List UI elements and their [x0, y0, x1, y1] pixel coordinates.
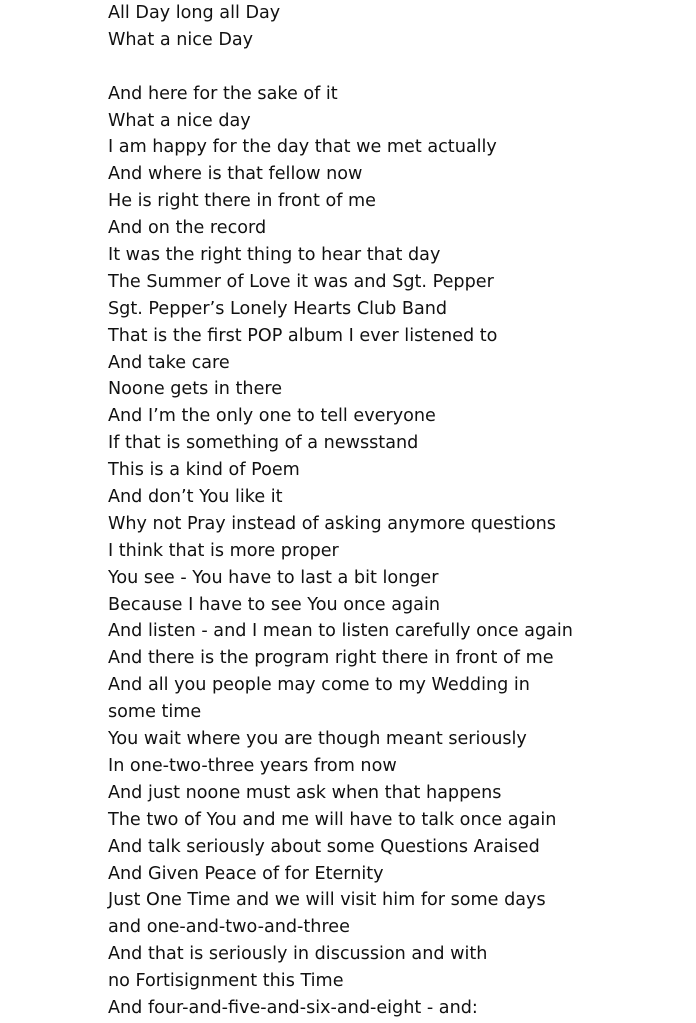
poem-line: And just noone must ask when that happens	[108, 782, 502, 803]
poem-line: And on the record	[108, 218, 267, 239]
poem-line: In one-two-three years from now	[108, 755, 397, 776]
poem-line: And there is the program right there in front of me	[108, 648, 554, 669]
poem-line: And here for the sake of it	[108, 83, 338, 104]
poem-line: no Fortisignment this Time	[108, 971, 344, 992]
poem-line: And all you people may come to my Wedding in	[108, 675, 530, 696]
poem-line: Just One Time and we will visit him for some days	[108, 890, 546, 911]
poem-line: I think that is more proper	[108, 540, 339, 561]
poem-line: And don’t You like it	[108, 487, 283, 508]
poem-line: The Summer of Love it was and Sgt. Pepper	[108, 271, 494, 292]
poem-line: Noone gets in there	[108, 379, 283, 400]
poem-line: And that is seriously in discussion and with	[108, 944, 488, 965]
poem-line: You see - You have to last a bit longer	[108, 567, 439, 588]
blank-line	[108, 54, 696, 81]
document-page	[108, 0, 696, 1023]
poem-line: And four-and-five-and-six-and-eight - and:	[108, 997, 478, 1018]
poem-line: This is a kind of Poem	[108, 460, 300, 481]
poem-line: Why not Pray instead of asking anymore questions	[108, 513, 556, 534]
poem-line: I am happy for the day that we met actually	[108, 137, 497, 158]
poem-line: All Day long all Day	[108, 3, 281, 23]
poem-line: That is the first POP album I ever listened to	[108, 325, 498, 346]
poem-line: What a nice Day	[108, 29, 254, 50]
poem-line: Because I have to see You once again	[108, 594, 440, 615]
poem-line: He is right there in front of me	[108, 191, 376, 212]
poem-line: And talk seriously about some Questions Araised	[108, 836, 540, 857]
poem-line: The two of You and me will have to talk once again	[108, 809, 557, 830]
poem-line: And take care	[108, 352, 230, 373]
poem-line: Sgt. Pepper’s Lonely Hearts Club Band	[108, 298, 448, 319]
poem-line: And where is that fellow now	[108, 164, 363, 185]
poem-line: And listen - and I mean to listen carefully once again	[108, 621, 573, 642]
poem-line: and one-and-two-and-three	[108, 917, 350, 938]
poem-line: some time	[108, 702, 202, 723]
poem-line: It was the right thing to hear that day	[108, 245, 441, 266]
poem-line: And I’m the only one to tell everyone	[108, 406, 436, 427]
poem-text	[108, 0, 696, 1022]
poem-line: And Given Peace of for Eternity	[108, 863, 384, 884]
poem-line: You wait where you are though meant seriously	[108, 729, 527, 750]
poem-line: What a nice day	[108, 110, 251, 131]
poem-line: If that is something of a newsstand	[108, 433, 419, 454]
